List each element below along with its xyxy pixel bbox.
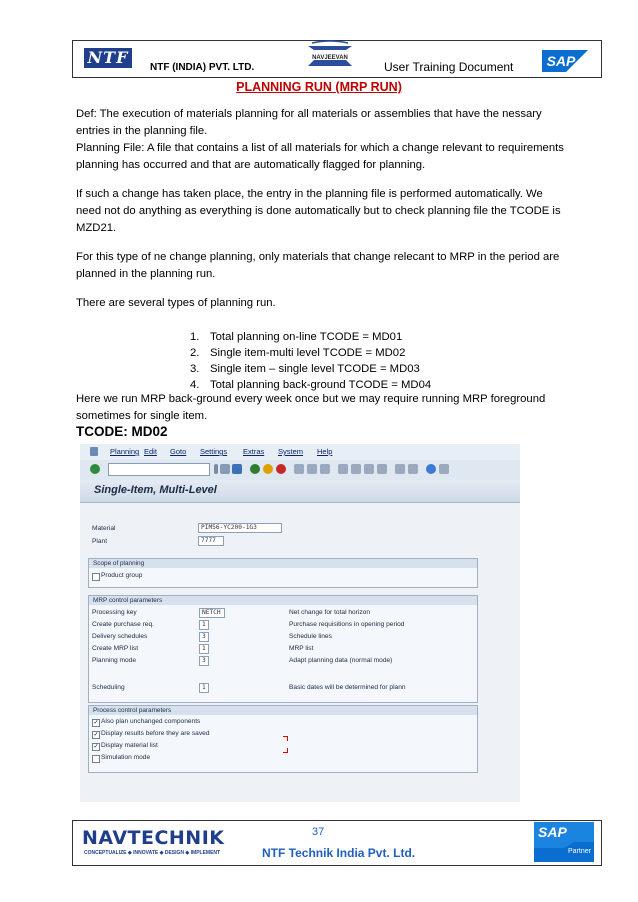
footer-company: NTF Technik India Pvt. Ltd. [262, 846, 416, 860]
layout-menu-icon[interactable] [439, 464, 449, 474]
plant-field[interactable]: 7777 [198, 536, 224, 546]
navjeevan-logo-text: NAVJEEVAN [312, 55, 348, 61]
menu-extras[interactable]: Extras [243, 447, 265, 456]
create-purchase-req-description: Purchase requisitions in opening period [289, 621, 405, 628]
company-name: NTF (INDIA) PVT. LTD. [150, 62, 255, 73]
back-icon[interactable] [250, 464, 260, 474]
back-arrow-icon[interactable] [220, 464, 230, 474]
also-plan-unchanged-label: Also plan unchanged components [101, 718, 201, 725]
display-material-list-checkbox[interactable]: ✓ [93, 744, 99, 750]
new-session-icon[interactable] [395, 464, 405, 474]
list-item: 1. Total planning on-line TCODE = MD01 [190, 331, 403, 343]
sap-window-icon [90, 447, 98, 456]
process-control-parameters-group [88, 705, 478, 773]
process-control-parameters-title: Process control parameters [89, 706, 477, 715]
display-results-checkbox[interactable]: ✓ [93, 732, 99, 738]
scope-of-planning-title: Scope of planning [89, 559, 477, 568]
definition-line-2: entries in the planning file. [76, 125, 208, 137]
ntf-logo: NTF [84, 48, 132, 68]
display-material-list-label: Display material list [101, 742, 158, 749]
mrp-control-parameters-title: MRP control parameters [89, 596, 477, 605]
menu-help[interactable]: Help [317, 447, 333, 456]
processing-key-field[interactable]: NETCH [199, 608, 225, 618]
find-icon[interactable] [307, 464, 317, 474]
net-change-line-1: For this type of ne change planning, only materials that change relecant to MRP in the period are [76, 251, 560, 263]
product-group-checkbox[interactable] [92, 573, 100, 581]
command-field[interactable] [108, 463, 210, 476]
definition-line-1: Def: The execution of materials planning for all materials or assemblies that have the nessary [76, 108, 542, 120]
planning-mode-description: Adapt planning data (normal mode) [289, 657, 393, 664]
plant-label: Plant [92, 538, 108, 545]
sap-screen-title-bar [80, 480, 520, 503]
shortcut-icon[interactable] [408, 464, 418, 474]
simulation-mode-checkbox[interactable] [92, 755, 100, 763]
list-item: 3. Single item – single level TCODE = MD03 [190, 363, 420, 375]
create-purchase-req-label: Create purchase req. [92, 621, 154, 628]
scheduling-field[interactable]: 1 [199, 683, 209, 693]
sap-partner-label: Partner [568, 848, 591, 855]
processing-key-description: Net change for total horizon [289, 609, 371, 616]
processing-key-label: Processing key [92, 609, 137, 616]
sap-menu-bar [80, 444, 520, 460]
cancel-icon[interactable] [276, 464, 286, 474]
sap-screen-title: Single-Item, Multi-Level [94, 484, 217, 496]
background-run-line-1: Here we run MRP back-ground every week once but we may require running MRP foreground [76, 393, 546, 405]
planning-mode-label: Planning mode [92, 657, 136, 664]
exit-icon[interactable] [263, 464, 273, 474]
sap-logo-text: SAP [546, 53, 576, 69]
navtechnik-tagline: CONCEPTUALIZE ◆ INNOVATE ◆ DESIGN ◆ IMPLEMENT [84, 850, 221, 856]
navtechnik-logo: NAVTECHNIK [82, 827, 225, 849]
simulation-mode-label: Simulation mode [101, 754, 151, 761]
scheduling-label: Scheduling [92, 684, 125, 691]
last-page-icon[interactable] [377, 464, 387, 474]
change-line-2: need not do anything as everything is done automatically but to check planning file the TCODE is [76, 205, 561, 217]
material-label: Material [92, 525, 116, 532]
red-marker-icon [283, 748, 288, 753]
display-results-label: Display results before they are saved [101, 730, 210, 737]
sap-partner-logo-text: SAP [538, 824, 567, 840]
list-item: 2. Single item-multi level TCODE = MD02 [190, 347, 406, 359]
create-purchase-req-field[interactable]: 1 [199, 620, 209, 630]
first-page-icon[interactable] [338, 464, 348, 474]
scheduling-description: Basic dates will be determined for plann [289, 684, 406, 691]
also-plan-unchanged-checkbox[interactable]: ✓ [93, 720, 99, 726]
previous-page-icon[interactable] [351, 464, 361, 474]
next-page-icon[interactable] [364, 464, 374, 474]
net-change-line-2: planned in the planning run. [76, 268, 216, 280]
list-item: 4. Total planning back-ground TCODE = MD04 [190, 379, 432, 391]
mrp-control-parameters-group [88, 595, 478, 703]
scope-of-planning-group [88, 558, 478, 588]
delivery-schedules-label: Delivery schedules [92, 633, 148, 640]
document-type: User Training Document [384, 60, 514, 74]
planning-file-line-2: planning has occurred and that are automatically flagged for planning. [76, 159, 426, 171]
planning-types-intro: There are several types of planning run. [76, 297, 276, 309]
change-line-3: MZD21. [76, 222, 117, 234]
material-field[interactable]: PIM56-YC200-1G3 [198, 523, 282, 533]
enter-icon[interactable] [90, 464, 100, 474]
menu-planning[interactable]: Planning [110, 447, 140, 456]
background-run-line-2: sometimes for single item. [76, 410, 208, 422]
planning-file-line-1: Planning File: A file that contains a list of all materials for which a change relevant to requirements [76, 142, 564, 154]
sap-md02-screenshot [80, 444, 520, 802]
sap-toolbar [80, 460, 520, 481]
sap-work-area [80, 503, 520, 802]
product-group-label: Product group [101, 572, 143, 579]
menu-system[interactable]: System [278, 447, 304, 456]
tcode-heading: TCODE: MD02 [76, 424, 168, 439]
create-mrp-list-field[interactable]: 1 [199, 644, 209, 654]
help-icon[interactable] [426, 464, 436, 474]
planning-mode-field[interactable]: 3 [199, 656, 209, 666]
delivery-schedules-description: Schedule lines [289, 633, 332, 640]
command-dropdown-icon[interactable] [214, 464, 218, 474]
create-mrp-list-label: Create MRP list [92, 645, 139, 652]
menu-settings[interactable]: Settings [200, 447, 228, 456]
create-mrp-list-description: MRP list [289, 645, 314, 652]
change-line-1: If such a change has taken place, the entry in the planning file is performed automatically. We [76, 188, 543, 200]
menu-goto[interactable]: Goto [170, 447, 187, 456]
menu-edit[interactable]: Edit [144, 447, 157, 456]
red-marker-icon [283, 736, 288, 741]
page-title: PLANNING RUN (MRP RUN) [236, 80, 402, 94]
delivery-schedules-field[interactable]: 3 [199, 632, 209, 642]
page-number: 37 [312, 826, 325, 838]
find-next-icon[interactable] [320, 464, 330, 474]
save-icon[interactable] [232, 464, 242, 474]
print-icon[interactable] [294, 464, 304, 474]
